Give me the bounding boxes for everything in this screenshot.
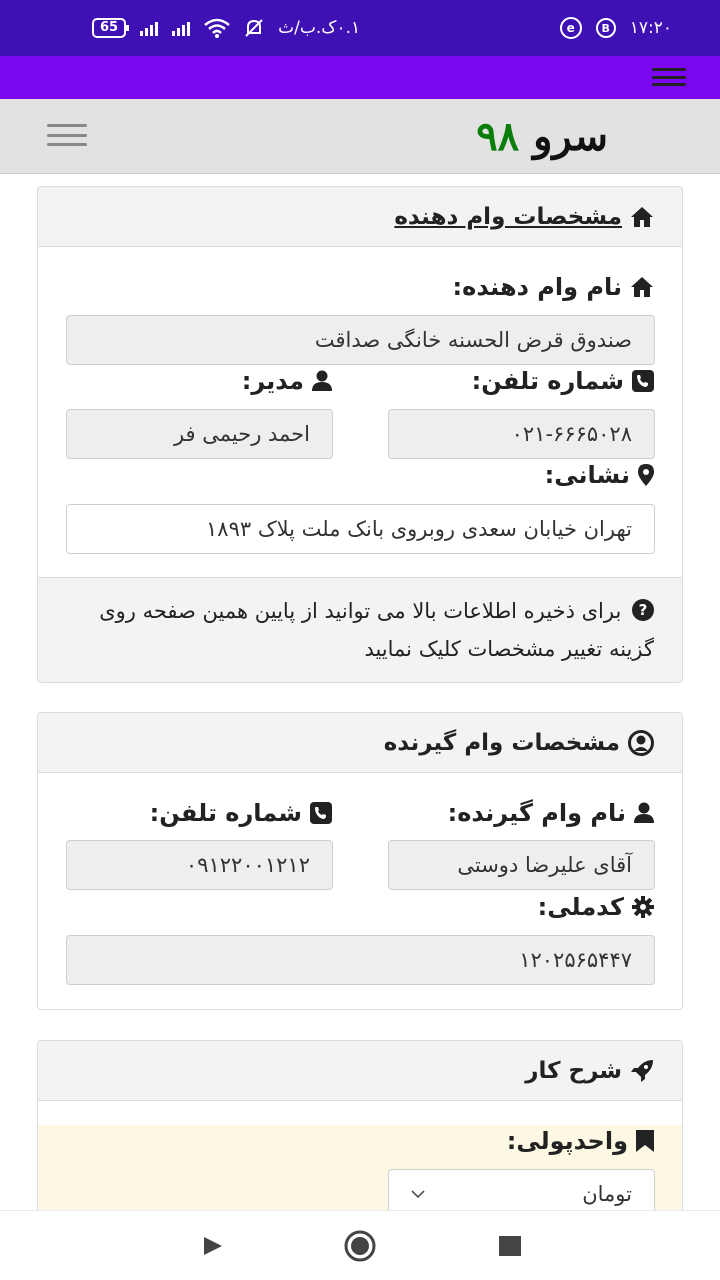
borrower-phone-field[interactable]: ۰۹۱۲۲۰۰۱۲۱۲ <box>66 840 333 890</box>
national-id-field[interactable]: ۱۲۰۲۵۶۵۴۴۷ <box>66 935 655 985</box>
home-icon <box>630 276 654 298</box>
svg-text:?: ? <box>638 601 648 619</box>
status-bar <box>0 0 720 56</box>
national-id-label-text: کدملی: <box>537 893 624 921</box>
national-id-label <box>538 893 654 921</box>
lender-phone-label <box>472 367 654 395</box>
app-logo[interactable] <box>476 115 608 159</box>
system-nav-bar <box>0 1210 720 1280</box>
manager-label <box>242 367 332 395</box>
manager-label-text: مدیر: <box>241 367 304 395</box>
clock: ۱۷:۲۰ <box>629 18 672 38</box>
status-bar-left <box>92 18 360 38</box>
signal-icon-2 <box>172 20 190 36</box>
e-icon: e <box>560 17 582 39</box>
manager-field[interactable]: احمد رحیمی فر <box>66 409 333 459</box>
back-icon[interactable] <box>202 1235 224 1257</box>
phone-icon <box>310 802 332 824</box>
borrower-name-field[interactable]: آقای علیرضا دوستی <box>388 840 655 890</box>
lender-name-field[interactable]: صندوق قرض الحسنه خانگی صداقت <box>66 315 655 365</box>
lender-name-label <box>453 273 654 301</box>
status-bar-right <box>560 17 672 39</box>
home-circle-icon[interactable] <box>344 1230 376 1262</box>
menu-icon[interactable] <box>47 124 87 146</box>
recents-icon[interactable] <box>499 1236 521 1256</box>
currency-label-text: واحدپولی: <box>506 1127 628 1155</box>
currency-select[interactable] <box>388 1169 655 1210</box>
job-card-title: شرح کار <box>525 1057 622 1084</box>
lender-phone-field[interactable]: ۰۲۱-۶۶۶۵۰۲۸ <box>388 409 655 459</box>
borrower-name-label-text: نام وام گیرنده: <box>447 799 626 827</box>
lender-card-header[interactable] <box>38 187 682 247</box>
borrower-name-label <box>448 799 654 827</box>
lender-name-label-text: نام وام دهنده: <box>452 273 622 301</box>
job-card <box>37 1040 683 1210</box>
job-card-header <box>38 1041 682 1101</box>
lender-card <box>37 186 683 683</box>
user-circle-icon <box>628 730 654 756</box>
bookmark-icon <box>636 1130 654 1152</box>
top-bar <box>0 56 720 99</box>
question-circle-icon <box>632 599 654 621</box>
logo-text: سرو <box>533 113 608 160</box>
map-pin-icon <box>638 464 654 486</box>
lender-card-title: مشخصات وام دهنده <box>394 203 622 230</box>
logo-number: ۹۸ <box>476 113 520 160</box>
save-info-text: برای ذخیره اطلاعات بالا می توانید از پایین همین صفحه روی گزینه تغییر مشخصات کلیک نمایید <box>99 599 654 661</box>
user-icon <box>634 802 654 824</box>
borrower-card-title: مشخصات وام گیرنده <box>383 729 620 756</box>
home-icon <box>630 206 654 228</box>
main-content[interactable] <box>0 174 720 1210</box>
lender-phone-label-text: شماره تلفن: <box>471 367 624 395</box>
address-field[interactable]: تهران خیابان سعدی روبروی بانک ملت پلاک ۱۸۹۳ <box>66 504 655 554</box>
currency-section <box>38 1125 682 1210</box>
borrower-phone-label <box>150 799 332 827</box>
gear-icon <box>632 896 654 918</box>
battery-icon: 65 <box>92 18 126 38</box>
currency-label <box>507 1127 654 1155</box>
app-header <box>0 99 720 174</box>
address-label <box>545 461 654 489</box>
borrower-card <box>37 712 683 1010</box>
signal-icon <box>140 20 158 36</box>
wifi-icon <box>204 18 230 38</box>
address-label-text: نشانی: <box>544 461 630 489</box>
top-menu-icon[interactable] <box>652 68 686 86</box>
borrower-card-header <box>38 713 682 773</box>
phone-icon <box>632 370 654 392</box>
bell-off-icon <box>244 18 264 38</box>
b-icon: B <box>596 18 616 38</box>
network-speed: ۰.۱ک.ب/ث <box>278 18 361 38</box>
rocket-icon <box>630 1059 654 1083</box>
currency-select-value: تومان <box>582 1182 632 1206</box>
borrower-phone-label-text: شماره تلفن: <box>149 799 302 827</box>
user-icon <box>312 370 332 392</box>
save-info-note <box>38 577 682 682</box>
chevron-down-icon <box>411 1190 425 1199</box>
